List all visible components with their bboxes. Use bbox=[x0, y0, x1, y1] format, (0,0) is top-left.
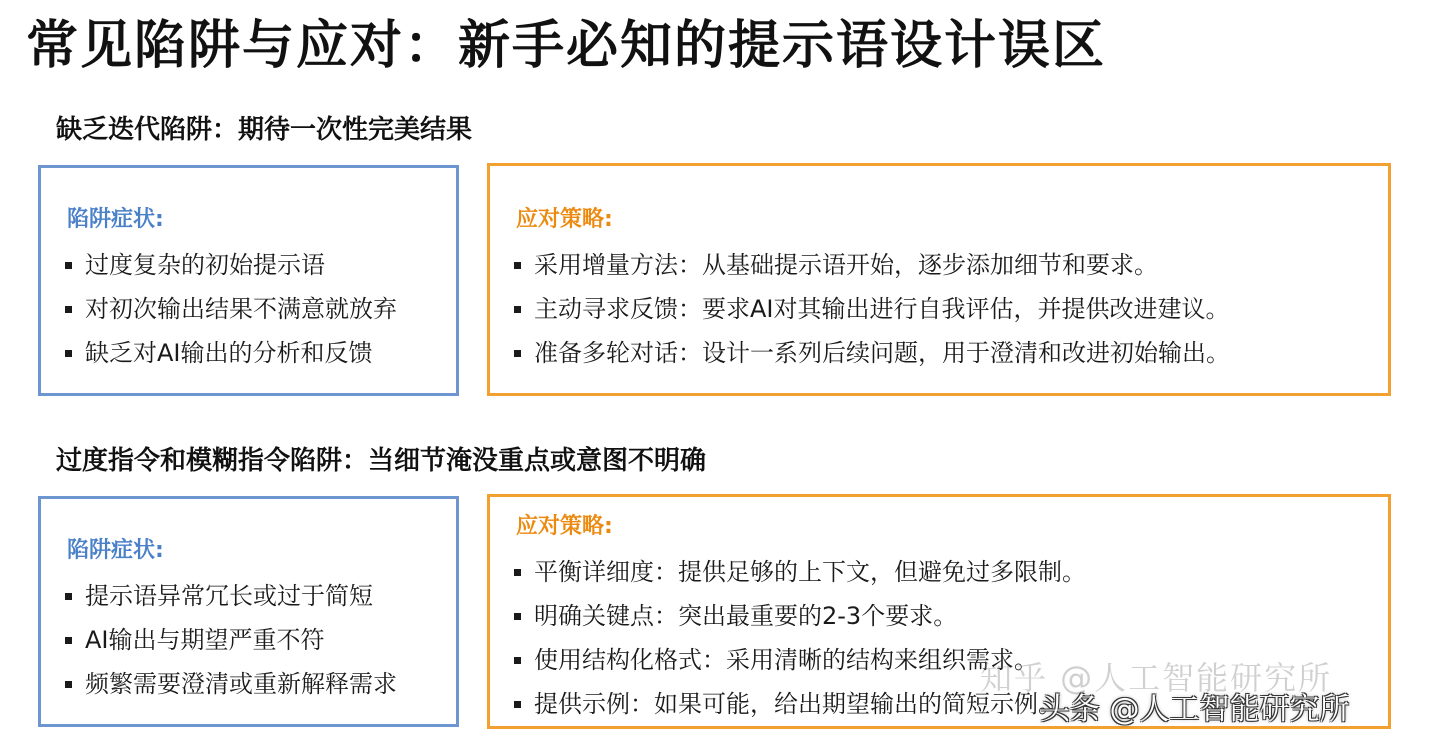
section-heading-iteration: 缺乏迭代陷阱：期待一次性完美结果 bbox=[56, 115, 473, 145]
bullet-icon bbox=[514, 701, 521, 708]
bullet-icon bbox=[514, 569, 521, 576]
list-item: AI输出与期望严重不符 bbox=[63, 618, 397, 662]
symptoms-heading: 陷阱症状: bbox=[67, 207, 164, 232]
strategies-heading: 应对策略: bbox=[516, 514, 613, 539]
bullet-icon bbox=[514, 262, 521, 269]
list-item: 缺乏对AI输出的分析和反馈 bbox=[63, 331, 397, 375]
list-item: 采用增量方法：从基础提示语开始，逐步添加细节和要求。 bbox=[512, 243, 1230, 287]
strategies-list bbox=[512, 243, 1230, 375]
section-heading-instruction: 过度指令和模糊指令陷阱：当细节淹没重点或意图不明确 bbox=[56, 446, 707, 476]
strategies-heading: 应对策略: bbox=[516, 207, 613, 232]
symptoms-box-instruction bbox=[38, 496, 459, 727]
bullet-icon bbox=[65, 637, 72, 644]
bullet-icon bbox=[514, 657, 521, 664]
strategies-box-iteration bbox=[487, 163, 1391, 396]
strategies-list bbox=[512, 550, 1086, 726]
list-item: 过度复杂的初始提示语 bbox=[63, 243, 397, 287]
bullet-icon bbox=[65, 593, 72, 600]
list-item: 平衡详细度：提供足够的上下文，但避免过多限制。 bbox=[512, 550, 1086, 594]
toutiao-watermark: 头条 @人工智能研究所 bbox=[1040, 692, 1350, 727]
bullet-icon bbox=[65, 681, 72, 688]
symptoms-list bbox=[63, 243, 397, 375]
list-item: 主动寻求反馈：要求AI对其输出进行自我评估，并提供改进建议。 bbox=[512, 287, 1230, 331]
bullet-icon bbox=[514, 350, 521, 357]
bullet-icon bbox=[65, 262, 72, 269]
symptoms-list bbox=[63, 574, 397, 706]
list-item: 提供示例：如果可能，给出期望输出的简短示例。 bbox=[512, 682, 1086, 726]
bullet-icon bbox=[514, 613, 521, 620]
list-item: 对初次输出结果不满意就放弃 bbox=[63, 287, 397, 331]
list-item: 准备多轮对话：设计一系列后续问题，用于澄清和改进初始输出。 bbox=[512, 331, 1230, 375]
bullet-icon bbox=[514, 306, 521, 313]
symptoms-box-iteration bbox=[38, 165, 459, 396]
list-item: 使用结构化格式：采用清晰的结构来组织需求。 bbox=[512, 638, 1086, 682]
bullet-icon bbox=[65, 306, 72, 313]
zhihu-watermark: 知乎 @人工智能研究所 bbox=[980, 659, 1333, 697]
list-item: 频繁需要澄清或重新解释需求 bbox=[63, 662, 397, 706]
list-item: 提示语异常冗长或过于简短 bbox=[63, 574, 397, 618]
slide-title: 常见陷阱与应对：新手必知的提示语设计误区 bbox=[26, 16, 1107, 76]
symptoms-heading: 陷阱症状: bbox=[67, 538, 164, 563]
bullet-icon bbox=[65, 350, 72, 357]
list-item: 明确关键点：突出最重要的2-3个要求。 bbox=[512, 594, 1086, 638]
